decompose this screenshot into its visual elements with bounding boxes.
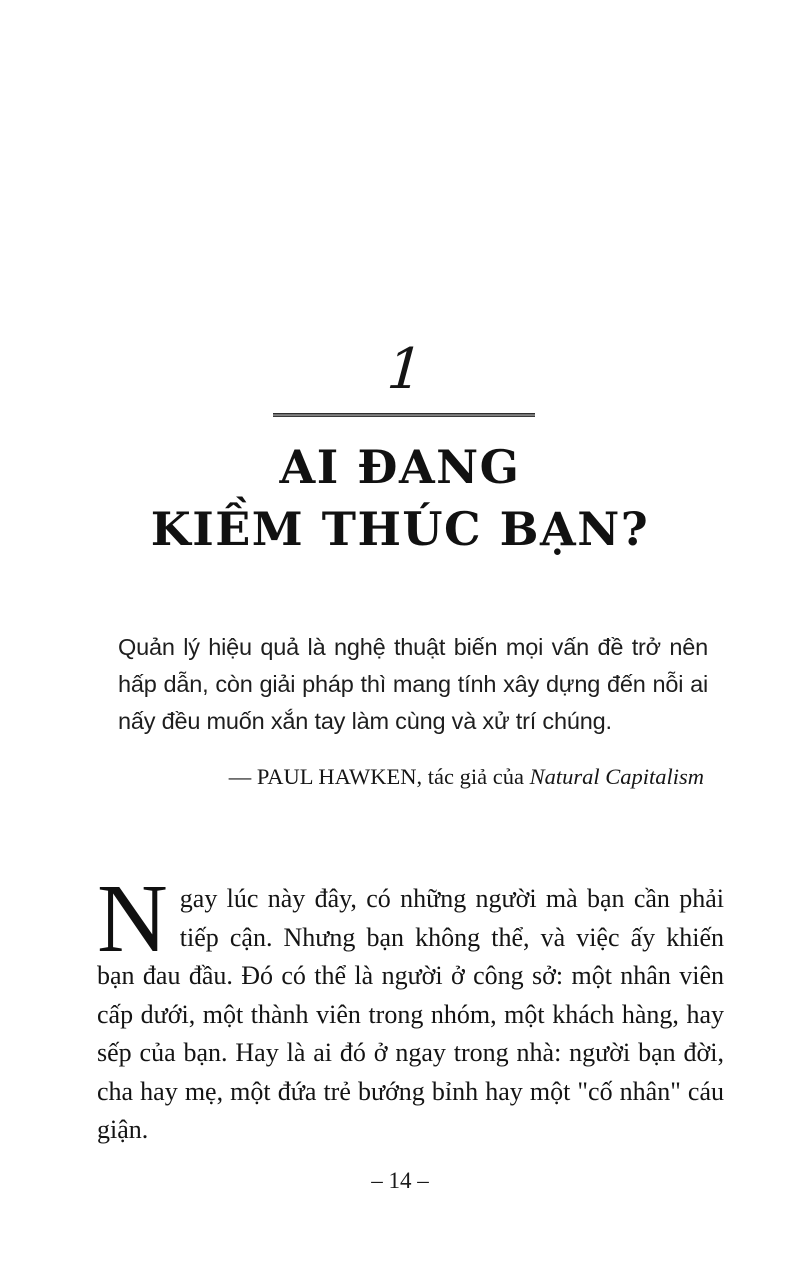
epigraph-text: Quản lý hiệu quả là nghệ thuật biến mọi vấn đề trở nên hấp dẫn, còn giải pháp thì mang tính xây dựng đến nỗi ai nấy đều muốn xắn tay làm cùng và xử trí chúng. <box>118 634 708 734</box>
drop-cap: N <box>97 865 168 973</box>
attribution-dash: — <box>228 764 252 789</box>
chapter-number: 1 <box>384 337 426 402</box>
epigraph-attribution <box>118 762 704 792</box>
page-number: – 14 – <box>371 1168 429 1193</box>
chapter-title-line2: KIỀM THÚC BẠN? <box>150 502 650 556</box>
chapter-divider-rule <box>273 413 535 417</box>
chapter-title <box>0 436 800 560</box>
body-paragraph <box>97 865 724 1150</box>
body-paragraph-text: gay lúc này đây, có những người mà bạn cần phải tiếp cận. Nhưng bạn không thể, và việc ấy khiến bạn đau đầu. Đó có thể là người ở công sở: một nhân viên cấp dưới, một thành viên trong nhóm, một khách hàng, hay sếp của bạn. Hay là ai đó ở ngay trong nhà: người bạn đời, cha hay mẹ, một đứa trẻ bướng bỉnh hay một "cố nhân" cáu giận. <box>97 884 724 1144</box>
attribution-author: PAUL HAWKEN <box>256 764 417 789</box>
attribution-work-title: Natural Capitalism <box>529 764 704 789</box>
chapter-title-line1: AI ĐANG <box>279 440 521 494</box>
attribution-middle: , tác giả của <box>416 764 530 789</box>
